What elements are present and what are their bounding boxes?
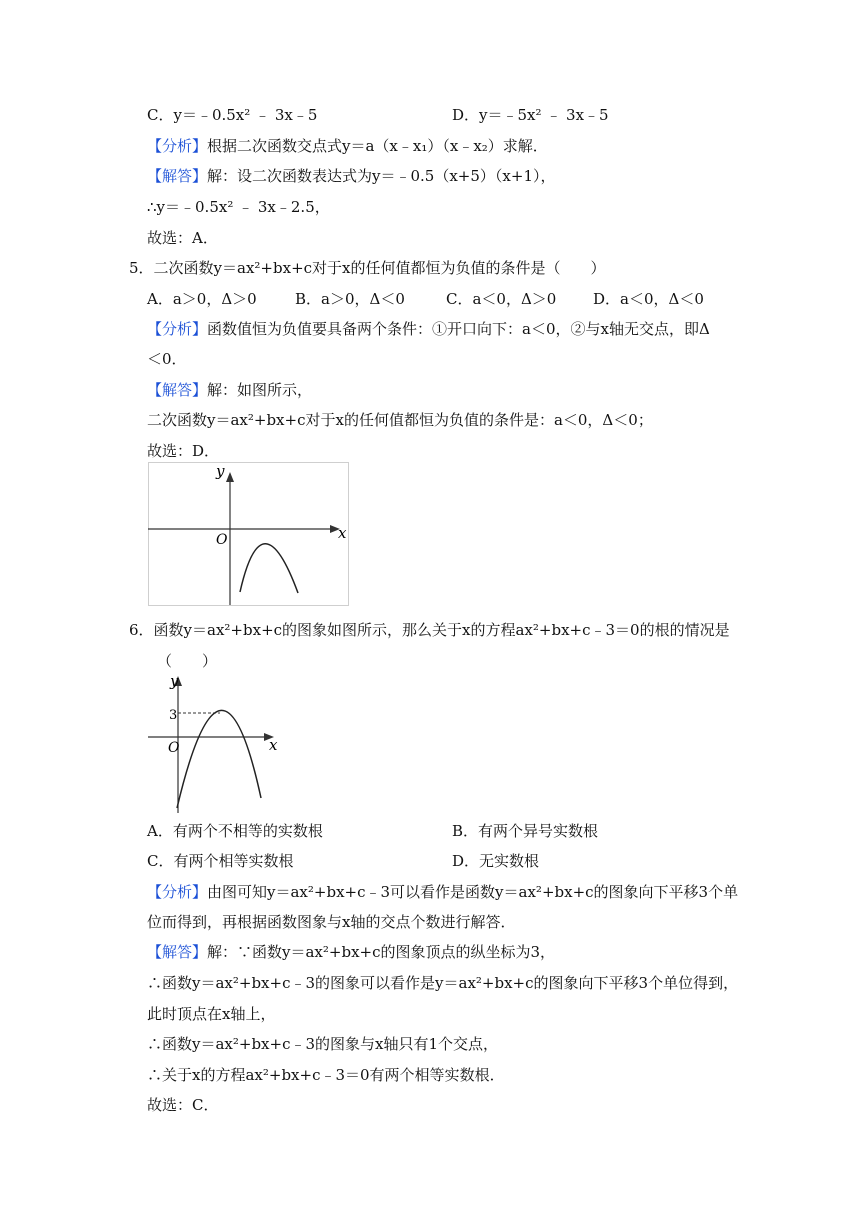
q4-answer [147,166,556,186]
q4-option-d: D．y＝﹣5x² ﹣ 3x﹣5 [452,106,609,124]
q6-option-c: C．有两个相等实数根 [147,852,294,870]
q6-option-b: B．有两个异号实数根 [452,822,599,840]
origin-label: O [216,532,228,548]
q5-parabola-figure [148,462,349,606]
x-axis-label: x [269,736,278,754]
vertex-y-label: 3 [169,708,178,723]
parabola-curve [177,710,261,808]
q6-option-a: A．有两个不相等的实数根 [147,822,323,840]
analysis-tag: 【分析】 [147,137,208,155]
q6-parabola-figure [148,670,288,815]
q4-answer-choice: 故选：A． [147,229,218,247]
q5-option-a: A．a＞0，Δ＞0 [147,290,257,308]
q6-stem: 6．函数y＝ax²+bx+c的图象如图所示，那么关于x的方程ax²+bx+c﹣3＝0的根的情况是 [129,621,730,639]
y-axis-label: y [216,462,225,480]
q5-answer-line-2: 二次函数y＝ax²+bx+c对于x的任何值都恒为负值的条件是：a＜0，Δ＜0； [147,411,653,429]
answer-tag: 【解答】 [147,381,208,399]
q4-analysis [147,136,548,156]
q6-analysis [147,882,738,902]
answer-tag: 【解答】 [147,943,208,961]
q6-stem-bracket: （ ） [157,652,218,670]
q5-option-b: B．a＞0，Δ＜0 [295,290,405,308]
origin-label: O [168,740,180,756]
q4-answer-line-2: ∴y＝﹣0.5x² ﹣ 3x﹣2.5， [147,198,330,216]
q6-answer-choice: 故选：C． [147,1096,219,1114]
q5-option-d: D．a＜0，Δ＜0 [593,290,704,308]
q5-analysis [147,319,710,339]
analysis-text: 函数值恒为负值要具备两个条件：①开口向下：a＜0，②与x轴无交点，即Δ [207,320,710,338]
q6-answer-line-2: ∴函数y＝ax²+bx+c﹣3的图象可以看作是y＝ax²+bx+c的图象向下平移3个单位得到， [147,974,739,992]
q6-analysis-line-2: 位而得到，再根据函数图象与x轴的交点个数进行解答． [147,913,516,931]
analysis-tag: 【分析】 [147,320,208,338]
q5-answer [147,380,312,400]
analysis-text: 由图可知y＝ax²+bx+c﹣3可以看作是函数y＝ax²+bx+c的图象向下平移3个单 [207,883,739,901]
q5-option-c: C．a＜0，Δ＞0 [446,290,557,308]
answer-text: 解：∵函数y＝ax²+bx+c的图象顶点的纵坐标为3， [207,943,556,961]
q6-answer-line-3: 此时顶点在x轴上， [147,1005,276,1023]
q6-answer-line-4: ∴函数y＝ax²+bx+c﹣3的图象与x轴只有1个交点， [147,1035,499,1053]
answer-tag: 【解答】 [147,167,208,185]
q5-stem: 5．二次函数y＝ax²+bx+c对于x的任何值都恒为负值的条件是（ ） [129,259,606,277]
parabola-curve [240,544,298,593]
q5-answer-choice: 故选：D． [147,442,220,460]
q6-option-d: D．无实数根 [452,852,540,870]
x-axis-label: x [338,524,347,542]
q5-analysis-line-2: ＜0． [147,350,187,368]
q4-option-c: C．y＝﹣0.5x² ﹣ 3x﹣5 [147,106,318,124]
answer-text: 解：设二次函数表达式为y＝﹣0.5（x+5）（x+1）， [207,167,556,185]
analysis-text: 根据二次函数交点式y＝a（x﹣x₁）（x﹣x₂）求解． [207,137,548,155]
y-axis-label: y [170,672,179,690]
analysis-tag: 【分析】 [147,883,208,901]
q6-answer [147,942,555,962]
answer-text: 解：如图所示， [207,381,313,399]
y-axis-arrow-icon [226,472,234,482]
q6-answer-line-5: ∴关于x的方程ax²+bx+c﹣3＝0有两个相等实数根． [147,1066,505,1084]
